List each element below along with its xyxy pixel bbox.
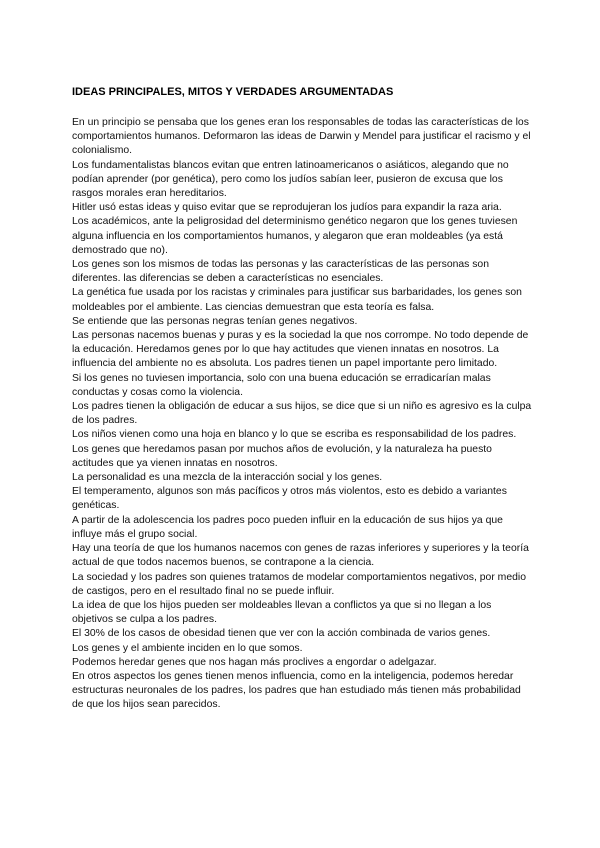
paragraph: En un principio se pensaba que los genes eran los responsables de todas las características de los comportamientos humanos. Deformaron las ideas de Darwin y Mendel para justificar el racismo y el colonialismo. — [72, 117, 531, 157]
paragraph: La genética fue usada por los racistas y criminales para justificar sus barbaridades, los genes son moldeables por el ambiente. Las ciencias demuestran que esta teoría es falsa. — [72, 287, 522, 313]
paragraph: Hay una teoría de que los humanos nacemos con genes de razas inferiores y superiores y la teoría actual de que todos nacemos buenos, se contrapone a la ciencia. — [72, 543, 529, 569]
paragraph: La personalidad es una mezcla de la interacción social y los genes. — [72, 472, 383, 484]
paragraph: Los genes son los mismos de todas las personas y las características de las personas son diferentes. las diferencias se deben a características no esenciales. — [72, 259, 489, 285]
paragraph: Podemos heredar genes que nos hagan más proclives a engordar o adelgazar. — [72, 656, 437, 668]
paragraph: Se entiende que las personas negras tenían genes negativos. — [72, 315, 358, 327]
paragraph: Los padres tienen la obligación de educar a sus hijos, se dice que si un niño es agresivo es la culpa de los padres. — [72, 401, 532, 427]
paragraph: En otros aspectos los genes tienen menos influencia, como en la inteligencia, podemos heredar estructuras neuronales de los padres, los padres que han estudiado más tienen más probabilidad de que los hijos sean parecidos. — [72, 670, 521, 711]
paragraph: Las personas nacemos buenas y puras y es la sociedad la que nos corrompe. No todo depende de la educación. Heredamos genes por lo que hay actitudes que vienen innatas en nosotros. La influencia del ambiente no es absoluta. Los padres tienen un papel importante pero limitado. — [72, 330, 529, 370]
paragraph: A partir de la adolescencia los padres poco pueden influir en la educación de sus hijos ya que influye más el grupo social. — [72, 514, 503, 540]
paragraph: La idea de que los hijos pueden ser moldeables llevan a conflictos ya que si no llegan a los objetivos se culpa a los padres. — [72, 599, 492, 626]
paragraph: La sociedad y los padres son quienes tratamos de modelar comportamientos negativos, por medio de castigos, pero en el resultado final no se puede influir. — [72, 571, 526, 597]
paragraph: Los fundamentalistas blancos evitan que entren latinoamericanos o asiáticos, alegando que no podían aprender (por genética), pero como los judíos sabían leer, pusieron de excusa que los rasgos morales eran hereditarios. — [72, 159, 509, 200]
paragraph: El 30% de los casos de obesidad tienen que ver con la acción combinada de varios genes. — [72, 628, 491, 640]
paragraph: Los académicos, ante la peligrosidad del determinismo genético negaron que los genes tuviesen alguna influencia en los comportamientos humanos, y alegaron que eran moldeables (ya está demostrado que no). — [72, 216, 518, 256]
page-title: IDEAS PRINCIPALES, MITOS Y VERDADES ARGUMENTADAS — [72, 86, 394, 98]
paragraph: Los genes y el ambiente inciden en lo que somos. — [72, 642, 303, 654]
paragraph: Hitler usó estas ideas y quiso evitar que se reprodujeran los judíos para expandir la raza aria. — [72, 202, 502, 214]
paragraph: Los genes que heredamos pasan por muchos años de evolución, y la naturaleza ha puesto actitudes que ya vienen innatas en nosotros. — [72, 443, 492, 469]
paragraph: Si los genes no tuviesen importancia, solo con una buena educación se erradicarían malas conductas y cosas como la violencia. — [72, 372, 491, 398]
paragraph: Los niños vienen como una hoja en blanco y lo que se escriba es responsabilidad de los padres. — [72, 429, 517, 441]
document-body — [72, 116, 534, 713]
paragraph: El temperamento, algunos son más pacíficos y otros más violentos, esto es debido a variantes genéticas. — [72, 486, 507, 512]
